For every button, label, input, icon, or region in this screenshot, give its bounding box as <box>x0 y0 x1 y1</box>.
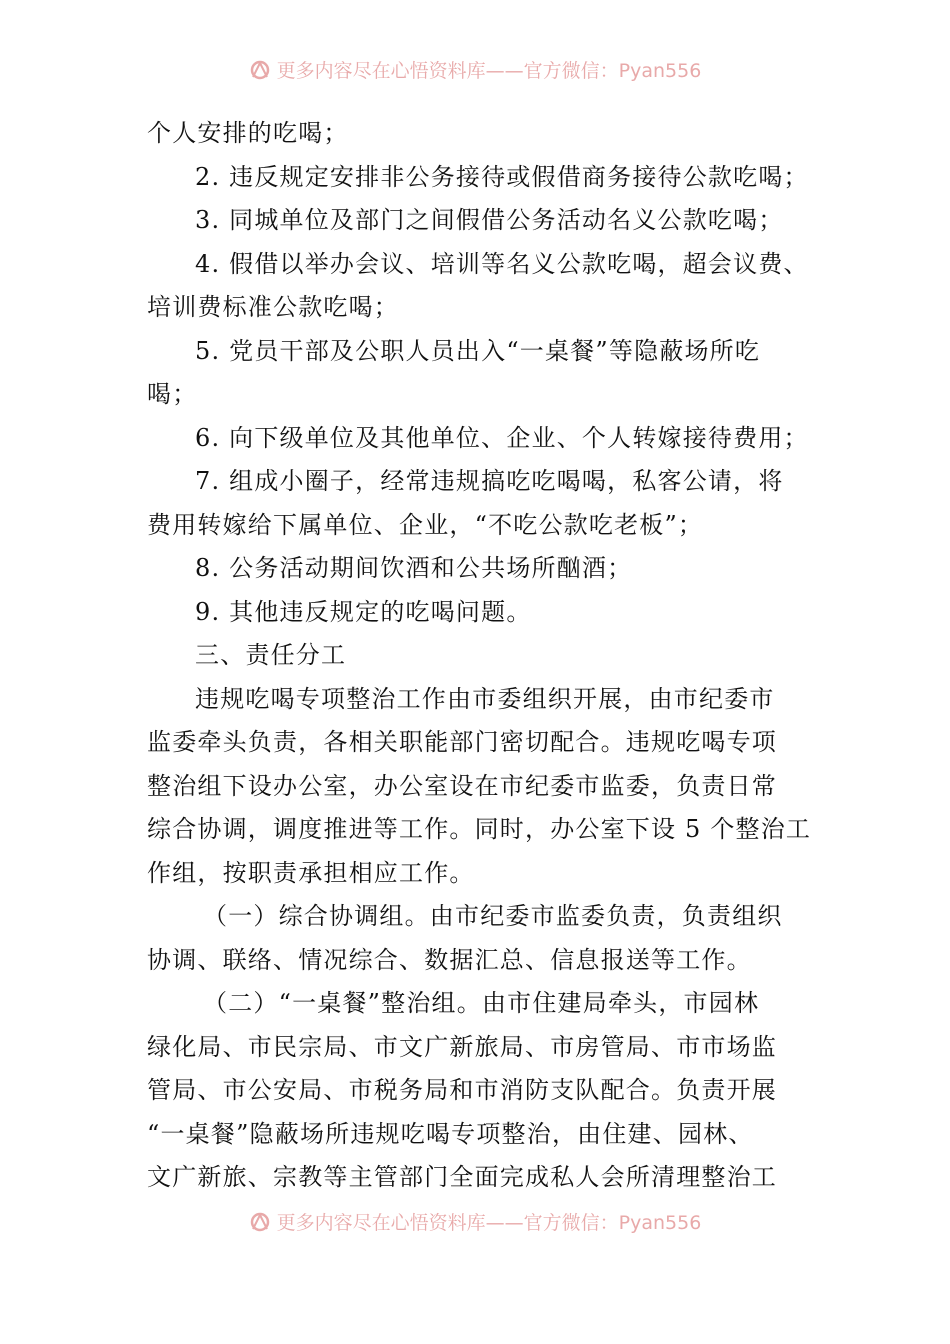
watermark-text: 更多内容尽在心悟资料库——官方微信：Pyan556 <box>276 1212 702 1234</box>
paragraph-line: “一桌餐”隐蔽场所违规吃喝专项整治，由住建、园林、 <box>147 1119 754 1148</box>
watermark-footer <box>0 1208 950 1238</box>
logo-icon <box>249 1211 271 1233</box>
paragraph-line: 违规吃喝专项整治工作由市委组织开展，由市纪委市 <box>195 684 775 713</box>
watermark-text: 更多内容尽在心悟资料库——官方微信：Pyan556 <box>276 60 702 82</box>
text-line: 培训费标准公款吃喝； <box>147 293 399 321</box>
text-line: 费用转嫁给下属单位、企业，“不吃公款吃老板”； <box>147 510 704 539</box>
paragraph-line: 绿化局、市民宗局、市文广新旅局、市房管局、市市场监 <box>147 1032 777 1061</box>
list-item-6: 6. 向下级单位及其他单位、企业、个人转嫁接待费用； <box>195 423 809 452</box>
list-item-9: 9. 其他违反规定的吃喝问题。 <box>195 597 532 626</box>
list-item-2: 2. 违反规定安排非公务接待或假借商务接待公款吃喝； <box>195 162 809 191</box>
paragraph-line: 作组，按职责承担相应工作。 <box>147 858 475 887</box>
document-body <box>147 112 811 1200</box>
list-item-7: 7. 组成小圈子，经常违规搞吃吃喝喝，私客公请，将 <box>195 467 784 495</box>
paragraph-line: 管局、市公安局、市税务局和市消防支队配合。负责开展 <box>147 1076 777 1104</box>
logo-icon <box>249 59 271 81</box>
paragraph-line: 监委牵头负责，各相关职能部门密切配合。违规吃喝专项 <box>147 728 777 756</box>
text-line: 喝； <box>147 380 198 408</box>
list-item-8: 8. 公务活动期间饮酒和公共场所酗酒； <box>195 554 633 582</box>
text-line: 个人安排的吃喝； <box>147 119 349 147</box>
paragraph-line: 协调、联络、情况综合、数据汇总、信息报送等工作。 <box>147 945 752 974</box>
list-item-3: 3. 同城单位及部门之间假借公务活动名义公款吃喝； <box>195 206 784 234</box>
section-heading: 三、责任分工 <box>195 641 347 669</box>
paragraph-line: 综合协调，调度推进等工作。同时，办公室下设 5 个整治工 <box>147 815 812 843</box>
watermark-header <box>0 56 950 86</box>
list-item-4: 4. 假借以举办会议、培训等名义公款吃喝，超会议费、 <box>195 249 809 278</box>
paragraph-line: 整治组下设办公室，办公室设在市纪委市监委，负责日常 <box>147 771 777 800</box>
list-item-5: 5. 党员干部及公职人员出入“一桌餐”等隐蔽场所吃 <box>195 336 761 365</box>
subsection-2: （二）“一桌餐”整治组。由市住建局牵头，市园林 <box>203 989 760 1017</box>
paragraph-line: 文广新旅、宗教等主管部门全面完成私人会所清理整治工 <box>147 1163 777 1191</box>
subsection-1: （一）综合协调组。由市纪委市监委负责，负责组织 <box>203 902 783 930</box>
